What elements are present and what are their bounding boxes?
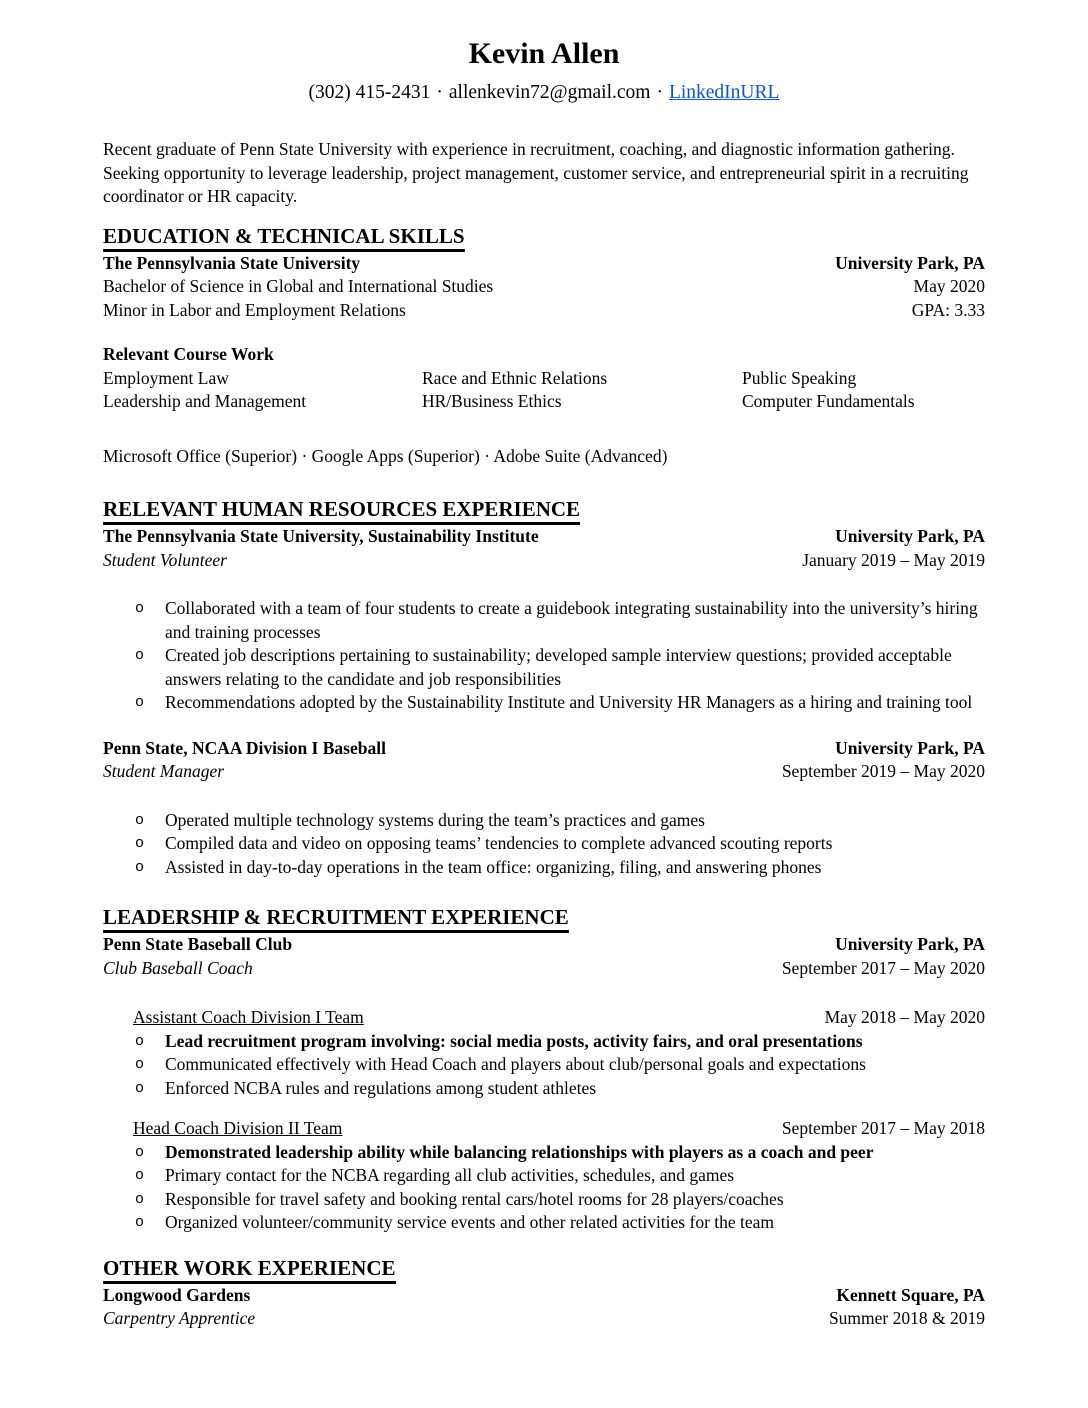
bullet-item <box>103 832 985 856</box>
role-dates: September 2017 – May 2020 <box>781 957 985 978</box>
company-location: Kennett Square, PA <box>836 1284 985 1305</box>
course-item: Computer Fundamentals <box>742 391 915 411</box>
bullet-list <box>103 1030 985 1101</box>
bullet-item <box>103 691 985 715</box>
contact-separator: · <box>436 82 443 103</box>
email-address: allenkevin72@gmail.com <box>448 82 651 103</box>
linkedin-link[interactable]: LinkedInURL <box>668 82 780 103</box>
minor-row <box>103 299 985 323</box>
company-row <box>103 1284 985 1308</box>
degree-name: Bachelor of Science in Global and International Studies <box>103 276 494 296</box>
minor-name: Minor in Labor and Employment Relations <box>103 299 406 320</box>
section-education <box>103 224 985 252</box>
bullet-item <box>103 1141 985 1165</box>
company-location: University Park, PA <box>835 934 985 954</box>
role-title: Student Manager <box>103 761 225 781</box>
gpa-value: GPA: 3.33 <box>911 299 985 320</box>
bullet-text: Communicated effectively with Head Coach and players about club/personal goals and expectations <box>165 1054 866 1074</box>
bullet-text: Assisted in day-to-day operations in the team office: organizing, filing, and answering phones <box>165 856 822 877</box>
course-item: Public Speaking <box>742 367 857 388</box>
company-name: Penn State Baseball Club <box>103 934 293 954</box>
school-name: The Pennsylvania State University <box>103 252 361 273</box>
school-location: University Park, PA <box>835 252 985 273</box>
subrole-row <box>133 1117 985 1141</box>
company-location: University Park, PA <box>835 737 985 758</box>
contact-line <box>103 81 985 105</box>
bullet-text: Compiled data and video on opposing teams’ tendencies to complete advanced scouting reports <box>165 833 833 853</box>
phone-number: (302) 415-2431 <box>308 82 431 103</box>
role-dates: January 2019 – May 2019 <box>802 549 985 570</box>
subrole-dates: May 2018 – May 2020 <box>824 1007 985 1027</box>
bullet-item <box>103 644 985 691</box>
section-leadership <box>103 905 985 933</box>
coursework-heading: Relevant Course Work <box>103 344 274 364</box>
bullet-marker: o <box>135 1190 145 1208</box>
bullet-marker: o <box>135 1079 145 1097</box>
bullet-text: Responsible for travel safety and booking rental cars/hotel rooms for 28 players/coaches <box>165 1188 784 1209</box>
bullet-list <box>103 1141 985 1235</box>
role-row <box>103 1307 985 1331</box>
bullet-text: Demonstrated leadership ability while balancing relationships with players as a coach and peer <box>165 1141 874 1162</box>
bullet-text: Organized volunteer/community service events and other related activities for the team <box>165 1212 775 1232</box>
skills-line: Microsoft Office (Superior) · Google Apps (Superior) · Adobe Suite (Advanced) <box>103 445 668 466</box>
bullet-item <box>103 856 985 880</box>
bullet-item <box>103 809 985 833</box>
subrole-dates: September 2017 – May 2018 <box>781 1118 985 1138</box>
role-title: Carpentry Apprentice <box>103 1308 256 1328</box>
school-row <box>103 252 985 276</box>
bullet-marker: o <box>135 1167 145 1184</box>
role-row <box>103 957 985 981</box>
bullet-text: Enforced NCBA rules and regulations among student athletes <box>165 1077 597 1098</box>
company-row <box>103 737 985 761</box>
role-row <box>103 760 985 784</box>
education-heading: EDUCATION & TECHNICAL SKILLS <box>103 224 465 252</box>
bullet-item <box>103 1030 985 1054</box>
degree-row <box>103 275 985 299</box>
course-item: Employment Law <box>103 367 229 388</box>
role-dates: September 2019 – May 2020 <box>781 761 985 781</box>
section-hr-experience <box>103 497 985 525</box>
hr-experience-heading: RELEVANT HUMAN RESOURCES EXPERIENCE <box>103 497 580 525</box>
bullet-item <box>103 1077 985 1101</box>
company-name: Longwood Gardens <box>103 1284 251 1305</box>
other-work-heading: OTHER WORK EXPERIENCE <box>103 1256 396 1284</box>
bullet-marker: o <box>135 811 145 829</box>
subrole-title: Assistant Coach Division I Team <box>133 1007 364 1027</box>
course-item: Leadership and Management <box>103 391 307 411</box>
leadership-heading: LEADERSHIP & RECRUITMENT EXPERIENCE <box>103 905 569 933</box>
bullet-item <box>103 1188 985 1212</box>
bullet-text: Created job descriptions pertaining to sustainability; developed sample interview questions; provided acceptable answers relating to the candidate and job responsibilities <box>165 645 952 689</box>
bullet-marker: o <box>135 1032 145 1050</box>
bullet-text: Operated multiple technology systems during the team’s practices and games <box>165 809 705 830</box>
bullet-text: Lead recruitment program involving: social media posts, activity fairs, and oral presentations <box>165 1030 863 1051</box>
bullet-list <box>103 809 985 880</box>
contact-separator: · <box>656 82 663 103</box>
bullet-marker: o <box>135 858 145 876</box>
course-item: Race and Ethnic Relations <box>422 367 608 388</box>
bullet-item <box>103 1053 985 1077</box>
role-title: Student Volunteer <box>103 549 227 570</box>
bullet-marker: o <box>135 1143 145 1161</box>
company-location: University Park, PA <box>835 526 985 546</box>
bullet-text: Collaborated with a team of four students to create a guidebook integrating sustainability into the university’s hiring and training processes <box>165 598 978 642</box>
bullet-marker: o <box>135 1214 145 1231</box>
section-other-work <box>103 1256 985 1284</box>
person-name: Kevin Allen <box>468 37 620 70</box>
subrole-title: Head Coach Division II Team <box>133 1118 343 1138</box>
role-dates: Summer 2018 & 2019 <box>828 1308 985 1328</box>
subrole-row <box>133 1006 985 1030</box>
bullet-marker: o <box>135 835 145 852</box>
company-name: The Pennsylvania State University, Sustainability Institute <box>103 526 539 546</box>
bullet-text: Primary contact for the NCBA regarding all club activities, schedules, and games <box>165 1165 735 1185</box>
bullet-list <box>103 597 985 715</box>
summary-paragraph: Recent graduate of Penn State University with experience in recruitment, coaching, and diagnostic information gathering. Seeking opportunity to leverage leadership, project management, customer service, and entrepreneurial spirit in a recruiting coordinator or HR capacity. <box>103 139 969 206</box>
bullet-marker: o <box>135 1056 145 1073</box>
bullet-marker: o <box>135 694 145 711</box>
bullet-text: Recommendations adopted by the Sustainability Institute and University HR Managers as a hiring and training tool <box>165 692 973 712</box>
coursework-grid <box>103 367 985 414</box>
bullet-marker: o <box>135 647 145 664</box>
bullet-item <box>103 1164 985 1188</box>
company-row <box>103 933 985 957</box>
company-row <box>103 525 985 549</box>
course-item: HR/Business Ethics <box>422 391 562 411</box>
company-name: Penn State, NCAA Division I Baseball <box>103 737 386 758</box>
role-title: Club Baseball Coach <box>103 957 253 978</box>
bullet-item <box>103 1211 985 1235</box>
degree-date: May 2020 <box>913 276 985 296</box>
role-row <box>103 549 985 573</box>
bullet-item <box>103 597 985 644</box>
bullet-marker: o <box>135 600 145 617</box>
